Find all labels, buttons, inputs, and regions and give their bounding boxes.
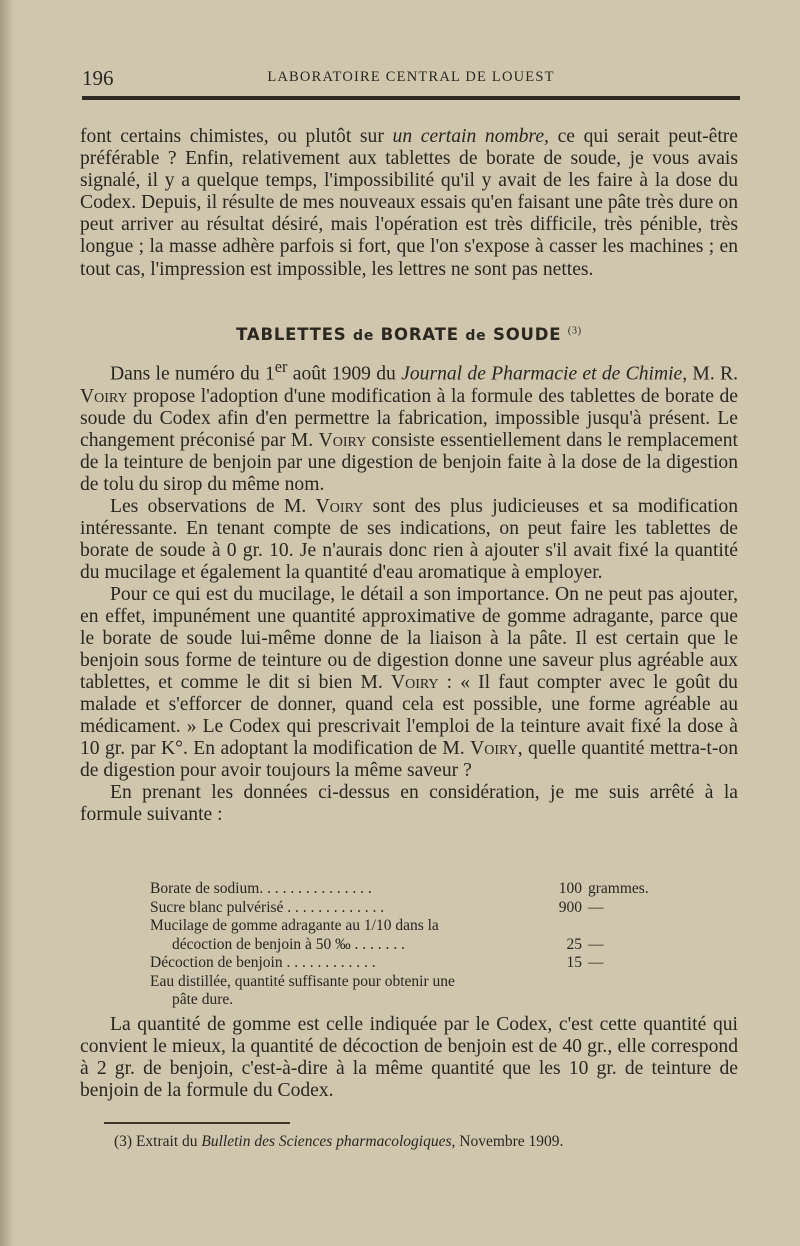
title-word-de-1: de [353,328,375,344]
ingredient-quantity: 900 [558,898,582,916]
paragraph-1 [80,356,738,496]
footnote-reference: (3) [567,325,582,337]
ingredient-name: Borate de sodium. . . . . . . . . . . . . . . [150,880,372,897]
intro-paragraph [80,126,738,281]
p3-author-name-2: Voiry [470,738,518,760]
page-number: 196 [82,66,114,90]
footnote-journal: Bulletin des Sciences pharmacologiques, [201,1133,456,1150]
title-word-borate: BORATE [380,325,459,344]
p3-text-a: Pour ce qui est du mucilage, le détail a son importance. On ne peut pas ajouter, en effet, impunément une quantité approximative de gomme adragante, parce que le borate de soude lui-même donne de la liaison à la pâte. Il est certain que le benjoin sous forme de teinture ou de digestion donne une saveur plus agréable aux tablettes, et comme le dit si bien M. [80,584,738,694]
p3-text-c: , quelle quantité mettra-t-on de digestion pour avoir toujours la même saveur ? [80,738,738,782]
page-header [82,66,740,90]
recipe-row-mucilage-cont [150,936,710,955]
intro-text-2: ce qui serait peut-être préférable ? Enfin, relativement aux tablettes de borate de soude, je vous avais signalé, il y a quelque temps, l'impossibilité qu'il y avait de les faire à la dose du Codex. Depuis, il résulte de mes nouveaux essais qu'en faisant une pâte très dure on peut arriver au résultat désiré, mais l'opération est très difficile, très pénible, très longue ; la masse adhère parfois si fort, que l'on s'expose à casser les machines ; en tout cas, l'impression est impossible, les lettres ne sont pas nettes. [80,126,738,280]
ingredient-unit: — [588,935,604,953]
recipe-row-mucilage [150,917,710,936]
paragraph-2 [80,496,738,584]
p1-author-name-2: Voiry [318,429,367,451]
p3-text-b: : « Il faut compter avec le goût du malade et s'efforcer de donner, quand cela est possible, une forme agréable au médicament. » Le Codex qui prescrivait l'emploi de la teinture avait fixé la dose à 10 gr. par K°. En adoptant la modification de M. [80,672,738,760]
p1-text-b: août 1909 du [287,363,402,385]
intro-emphasis: un certain nombre, [392,126,549,147]
p1-text-c: M. R. [687,363,739,385]
p1-journal-title: Journal de Pharmacie et de Chimie, [401,363,688,385]
recipe-row-borate [150,880,710,899]
p1-text-a: Dans le numéro du 1 [110,363,275,385]
closing-text: La quantité de gomme est celle indiquée par le Codex, c'est cette quantité qui convient le mieux, la quantité de décoction de benjoin est de 40 gr., elle correspond à 2 gr. de benjoin, c'est-à-dire à la même quantité que les 10 gr. de teinture de benjoin de la formule du Codex. [80,1014,738,1102]
ingredient-name: Mucilage de gomme adragante au 1/10 dans la [150,917,439,934]
p1-text-d: propose l'adoption d'une modification à la formule des tablettes de borate de soude du Codex afin d'en permettre la fabrication, impossible jusqu'à présent. Le changement préconisé par M. [80,385,738,451]
recipe-row-sucre [150,899,710,918]
section-body [80,356,738,827]
footnote-text-a: Extrait du [132,1133,202,1150]
intro-text-1: font certains chimistes, ou plutôt sur [80,126,393,147]
title-word-soude: SOUDE [493,325,562,344]
ingredient-name-continued: pâte dure. [172,991,234,1008]
ingredient-name-continued: décoction de benjoin à 50 ‰ . . . . . . . [172,935,405,953]
recipe-row-eau-cont [150,991,710,1010]
header-rule [82,96,740,100]
p1-author-name: Voiry [80,385,128,407]
section-title [80,325,738,344]
binding-shadow [0,0,14,1246]
ingredient-quantity: 25 [566,935,582,953]
ingredient-quantity: 100 [558,880,582,897]
p1-superscript: er [274,357,288,376]
paragraph-4: En prenant les données ci-dessus en considération, je me suis arrêté à la formule suivante : [80,782,738,826]
footnote-text-b: Novembre 1909. [455,1133,564,1150]
p1-text-e: consiste essentiellement dans le remplacement de la teinture de benjoin par une digestion de benjoin faite à la dose de la digestion de tolu du sirop du même nom. [80,429,738,495]
p2-text-b: sont des plus judicieuses et sa modification intéressante. En tenant compte de ses indications, on peut faire les tablettes de borate de soude à 0 gr. 10. Je n'aurais donc rien à ajouter s'il avait fixé la quantité du mucilage et également la quantité d'eau aromatique à employer. [80,495,738,583]
title-word-de-2: de [465,328,487,344]
ingredient-unit: — [588,898,604,916]
ingredient-name: Sucre blanc pulvérisé . . . . . . . . . . . . . [150,898,385,916]
p2-author-name: Voiry [315,495,364,517]
closing-paragraph [80,1014,738,1102]
recipe-row-decoction [150,954,710,973]
running-title: LABORATOIRE CENTRAL DE LOUEST [267,69,555,85]
recipe-formula [150,880,710,1010]
ingredient-name: Eau distillée, quantité suffisante pour obtenir une [150,972,455,990]
footnote-number: (3) [114,1133,133,1150]
ingredient-unit: grammes. [588,880,649,897]
p2-text-a: Les observations de M. [110,495,316,517]
ingredient-name: Décoction de benjoin . . . . . . . . . . . . [150,954,376,971]
footnote-rule [104,1122,290,1124]
p3-author-name: Voiry [390,672,439,694]
footnote [114,1132,674,1152]
ingredient-unit: — [588,954,604,971]
recipe-row-eau [150,973,710,992]
title-word-tablettes: TABLETTES [236,325,347,344]
paragraph-3 [80,584,738,782]
ingredient-quantity: 15 [566,954,582,971]
